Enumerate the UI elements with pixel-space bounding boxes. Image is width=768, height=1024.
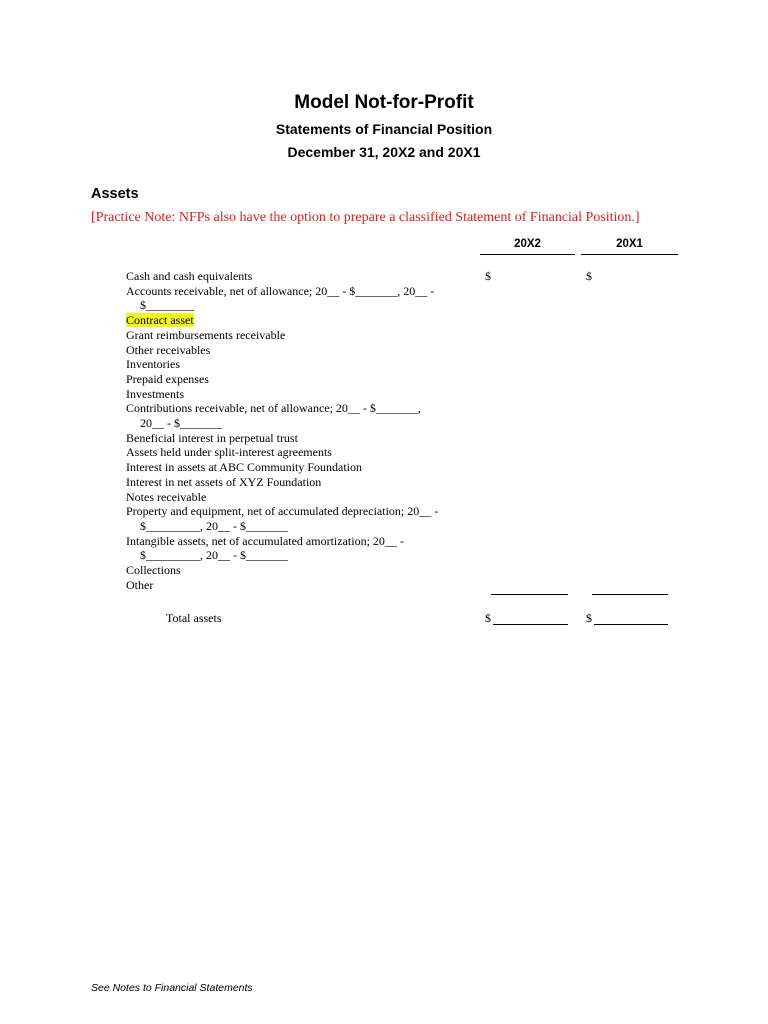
practice-note: [Practice Note: NFPs also have the option to prepare a classified Statement of Financial Position.] xyxy=(91,210,640,225)
line-item: Beneficial interest in perpetual trust xyxy=(126,430,298,445)
column-header-20x1: 20X1 xyxy=(581,238,678,255)
dollar-sign-20x1: $ xyxy=(586,269,592,283)
line-item: Other xyxy=(126,577,154,592)
total-dollar-sign-20x1: $ xyxy=(586,611,592,625)
statement-date-line: December 31, 20X2 and 20X1 xyxy=(287,144,481,160)
total-rule-20x2 xyxy=(493,624,568,625)
subtotal-rule-20x1 xyxy=(592,594,668,595)
line-item: Cash and cash equivalents xyxy=(126,269,253,283)
total-rule-20x1 xyxy=(594,624,668,625)
total-assets-label: Total assets xyxy=(166,611,222,625)
highlighted-text: Contract asset xyxy=(126,313,194,328)
line-item: $_________, 20__ - $_______ xyxy=(140,548,288,563)
line-item-highlighted xyxy=(126,313,466,328)
dollar-sign-20x2: $ xyxy=(485,269,491,283)
column-header-20x2: 20X2 xyxy=(480,238,575,255)
line-item: $________ xyxy=(140,298,194,313)
line-item: $_________, 20__ - $_______ xyxy=(140,518,288,533)
assets-line-items xyxy=(126,269,466,592)
total-dollar-sign-20x2: $ xyxy=(485,611,491,625)
line-item: Other receivables xyxy=(126,342,211,357)
line-item: Interest in net assets of XYZ Foundation xyxy=(126,474,322,489)
statement-subtitle: Statements of Financial Position xyxy=(275,121,493,137)
line-item: Assets held under split-interest agreements xyxy=(126,445,332,460)
line-item: Intangible assets, net of accumulated amortization; 20__ - xyxy=(126,533,404,548)
line-item: Investments xyxy=(126,386,184,401)
line-item: Prepaid expenses xyxy=(126,371,209,386)
line-item: 20__ - $_______ xyxy=(140,416,222,431)
line-item: Interest in assets at ABC Community Foundation xyxy=(126,460,362,475)
line-item: Collections xyxy=(126,563,181,578)
subtotal-rule-20x2 xyxy=(491,594,568,595)
line-item: Notes receivable xyxy=(126,489,207,504)
line-item: Inventories xyxy=(126,357,180,372)
section-title-assets: Assets xyxy=(91,186,139,202)
line-item: Accounts receivable, net of allowance; 20__ - $_______, 20__ - xyxy=(126,283,435,298)
line-item: Contributions receivable, net of allowance; 20__ - $_______, xyxy=(126,401,421,416)
footer-note: See Notes to Financial Statements xyxy=(91,982,253,994)
line-item: Property and equipment, net of accumulated depreciation; 20__ - xyxy=(126,504,439,519)
line-item: Grant reimbursements receivable xyxy=(126,327,286,342)
document-title: Model Not-for-Profit xyxy=(294,92,474,113)
